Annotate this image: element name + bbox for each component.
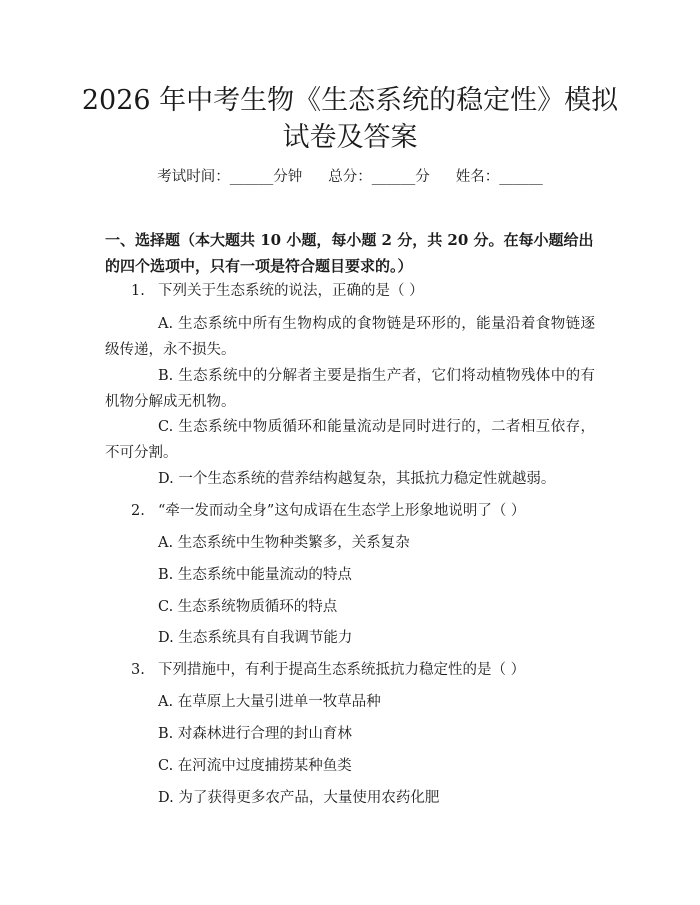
question-1-option-a: A. 生态系统中所有生物构成的食物链是环形的，能量沿着食物链逐级传递，永不损失。 bbox=[105, 316, 595, 358]
student-name-field: 姓名：______ bbox=[455, 169, 543, 185]
question-3-option-d: D. 为了获得更多农产品，大量使用农药化肥 bbox=[158, 790, 440, 806]
exam-time-field: 考试时间：______分钟 bbox=[157, 169, 303, 185]
question-2-option-c: C. 生态系统物质循环的特点 bbox=[158, 599, 338, 615]
question-2-option-b: B. 生态系统中能量流动的特点 bbox=[158, 567, 352, 583]
question-3-stem: 下列措施中，有利于提高生态系统抵抗力稳定性的是（ ） bbox=[158, 662, 526, 678]
question-2-stem: “牵一发而动全身”这句成语在生态学上形象地说明了（ ） bbox=[158, 503, 526, 519]
question-1-option-d: D. 一个生态系统的营养结构越复杂，其抵抗力稳定性就越弱。 bbox=[158, 471, 556, 487]
question-1-option-c: C. 生态系统中物质循环和能量流动是同时进行的，二者相互依存，不可分割。 bbox=[105, 419, 595, 461]
question-1-number: 1. bbox=[131, 283, 145, 299]
question-3-option-c: C. 在河流中过度捕捞某种鱼类 bbox=[158, 758, 352, 774]
question-3-number: 3. bbox=[131, 662, 145, 678]
question-2-number: 2. bbox=[131, 503, 145, 519]
section-1-heading: 一、选择题（本大题共 10 小题，每小题 2 分，共 20 分。在每小题给出的四个选项中，只有一项是符合题目要求的。） bbox=[105, 231, 594, 275]
question-3-option-b: B. 对森林进行合理的封山育林 bbox=[158, 726, 352, 742]
question-2-option-a: A. 生态系统中生物种类繁多，关系复杂 bbox=[158, 535, 410, 551]
question-2-option-d: D. 生态系统具有自我调节能力 bbox=[158, 630, 353, 646]
total-score-field: 总分：______分 bbox=[328, 169, 430, 185]
question-1-option-b: B. 生态系统中的分解者主要是指生产者，它们将动植物残体中的有机物分解成无机物。 bbox=[105, 368, 595, 410]
exam-title-line-2: 试卷及答案 bbox=[282, 122, 418, 153]
exam-title-line-1: 2026 年中考生物《生态系统的稳定性》模拟 bbox=[81, 85, 619, 116]
question-3-option-a: A. 在草原上大量引进单一牧草品种 bbox=[158, 694, 381, 710]
exam-info-line bbox=[0, 166, 700, 188]
question-1-stem: 下列关于生态系统的说法，正确的是（ ） bbox=[158, 283, 424, 299]
